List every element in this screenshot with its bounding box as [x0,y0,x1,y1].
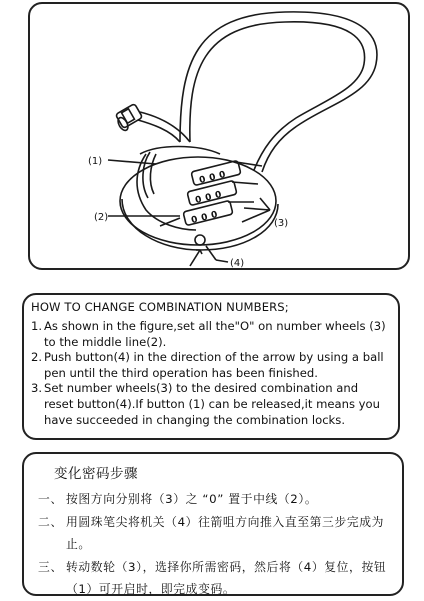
wheel-2-digits: 000 [194,189,223,207]
english-step-1 [31,319,391,350]
reset-button-4 [195,235,205,245]
chinese-instructions-panel [22,452,404,596]
english-step-3 [31,381,391,428]
shackle-cable [180,12,377,172]
lock-diagram-panel [28,2,410,270]
callout-2: (2) [94,212,109,223]
english-steps [31,319,391,428]
step-number: 2. [31,350,43,365]
shackle-left-arm [138,120,180,142]
shackle-plug [115,104,142,132]
shackle-cable-inner [190,22,365,170]
chinese-step-3 [38,556,396,601]
lock-diagram [30,4,410,270]
callout-3: (3) [274,218,289,229]
wheel-3-digits: 000 [190,209,219,227]
callout-1: (1) [88,156,103,167]
callout-4: (4) [230,258,245,269]
step-text: As shown in the figure,set all the"O" on number wheels (3) to the middle line(2). [44,319,386,349]
step-number: 三、 [38,559,63,574]
english-instructions-panel [22,293,400,440]
chinese-step-1 [38,488,396,511]
step-number: 二、 [38,514,63,529]
chinese-title: 变化密码步骤 [54,466,138,482]
step-text: Push button(4) in the direction of the arrow by using a ball pen until the third operation has been finished. [44,350,384,380]
chinese-step-2 [38,511,396,556]
step-number: 1. [31,319,43,333]
english-title: HOW TO CHANGE COMBINATION NUMBERS; [31,300,289,314]
step-text: 转动数轮（3），选择你所需密码，然后将（4）复位，按钮（1）可开启时，即完成变码。 [66,559,387,596]
english-step-2 [31,350,391,381]
step-text: 用圆珠笔尖将机关（4）往箭咀方向推入直至第三步完成为止。 [66,514,385,551]
push-arrow [190,250,200,266]
step-number: 一、 [38,492,63,506]
step-text: 按图方向分别将（3）之 “0” 置于中线（2）。 [66,492,318,506]
wheel-1-digits: 000 [198,169,227,187]
release-button-1 [143,152,150,198]
step-number: 3. [31,381,43,396]
step-text: Set number wheels(3) to the desired combination and reset button(4).If button (1) can be released,it means you have succeeded in changing the combination locks. [44,381,380,427]
